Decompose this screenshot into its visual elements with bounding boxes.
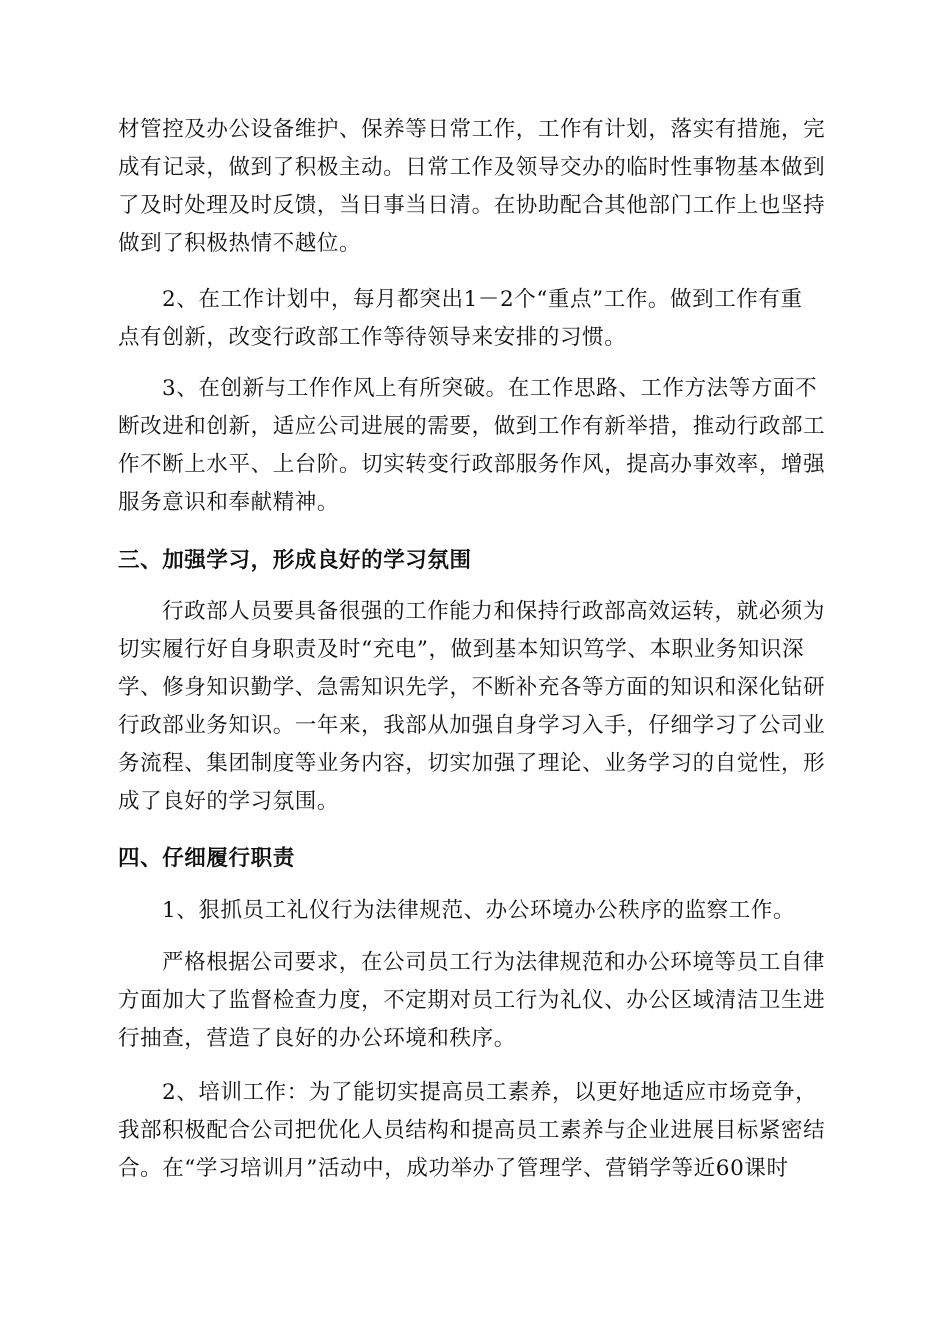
paragraph-continued xyxy=(118,111,833,263)
paragraph-item-4-1 xyxy=(118,892,833,930)
text-line: 务流程、集团制度等业务内容，切实加强了理论、业务学习的自觉性，形 xyxy=(118,751,826,776)
text-line: 成了良好的学习氛围。 xyxy=(118,789,340,814)
paragraph-item-2 xyxy=(118,281,833,357)
text-line: 学、修身知识勤学、急需知识先学，不断补充各等方面的知识和深化钻研 xyxy=(118,675,826,700)
text-line: 断改进和创新，适应公司进展的需要，做到工作有新举措，推动行政部工 xyxy=(118,414,826,439)
text-line: 3、在创新与工作作风上有所突破。在工作思路、工作方法等方面不 xyxy=(162,376,818,401)
text-line: 行政部人员要具备很强的工作能力和保持行政部高效运转，就必须为 xyxy=(162,599,826,624)
text-line: 了及时处理及时反馈，当日事当日清。在协助配合其他部门工作上也坚持 xyxy=(118,193,826,218)
paragraph-item-3 xyxy=(118,370,833,522)
text-line: 切实履行好自身职责及时“充电”，做到基本知识笃学、本职业务知识深 xyxy=(118,637,805,662)
heading-text: 四、仔细履行职责 xyxy=(118,846,295,871)
text-line: 合。在“学习培训月”活动中，成功举办了管理学、营销学等近60课时 xyxy=(118,1156,789,1181)
text-line: 行政部业务知识。一年来，我部从加强自身学习入手，仔细学习了公司业 xyxy=(118,713,826,738)
heading-text: 三、加强学习，形成良好的学习氛围 xyxy=(118,548,472,573)
text-line: 我部积极配合公司把优化人员结构和提高员工素养与企业进展目标紧密结 xyxy=(118,1118,826,1143)
section-heading-3 xyxy=(118,542,833,580)
text-line: 2、在工作计划中，每月都突出1－2个“重点”工作。做到工作有重 xyxy=(162,287,803,312)
text-line: 2、培训工作：为了能切实提高员工素养，以更好地适应市场竞争， xyxy=(162,1080,818,1105)
text-line: 点有创新，改变行政部工作等待领导来安排的习惯。 xyxy=(118,325,627,350)
text-line: 作不断上水平、上台阶。切实转变行政部服务作风，提高办事效率，增强 xyxy=(118,452,826,477)
text-line: 材管控及办公设备维护、保养等日常工作，工作有计划，落实有措施，完 xyxy=(118,117,826,142)
text-line: 行抽查，营造了良好的办公环境和秩序。 xyxy=(118,1026,516,1051)
paragraph-strict xyxy=(118,944,833,1058)
text-line: 方面加大了监督检查力度，不定期对员工行为礼仪、办公区域清洁卫生进 xyxy=(118,988,826,1013)
text-line: 服务意识和奉献精神。 xyxy=(118,490,340,515)
text-line: 严格根据公司要求，在公司员工行为法律规范和办公环境等员工自律 xyxy=(162,950,826,975)
paragraph-item-4-2 xyxy=(118,1074,833,1188)
section-heading-4 xyxy=(118,840,833,878)
text-line: 1、狠抓员工礼仪行为法律规范、办公环境办公秩序的监察工作。 xyxy=(162,898,796,923)
paragraph-study xyxy=(118,593,833,821)
text-line: 做到了积极热情不越位。 xyxy=(118,231,362,256)
text-line: 成有记录，做到了积极主动。日常工作及领导交办的临时性事物基本做到 xyxy=(118,155,826,180)
